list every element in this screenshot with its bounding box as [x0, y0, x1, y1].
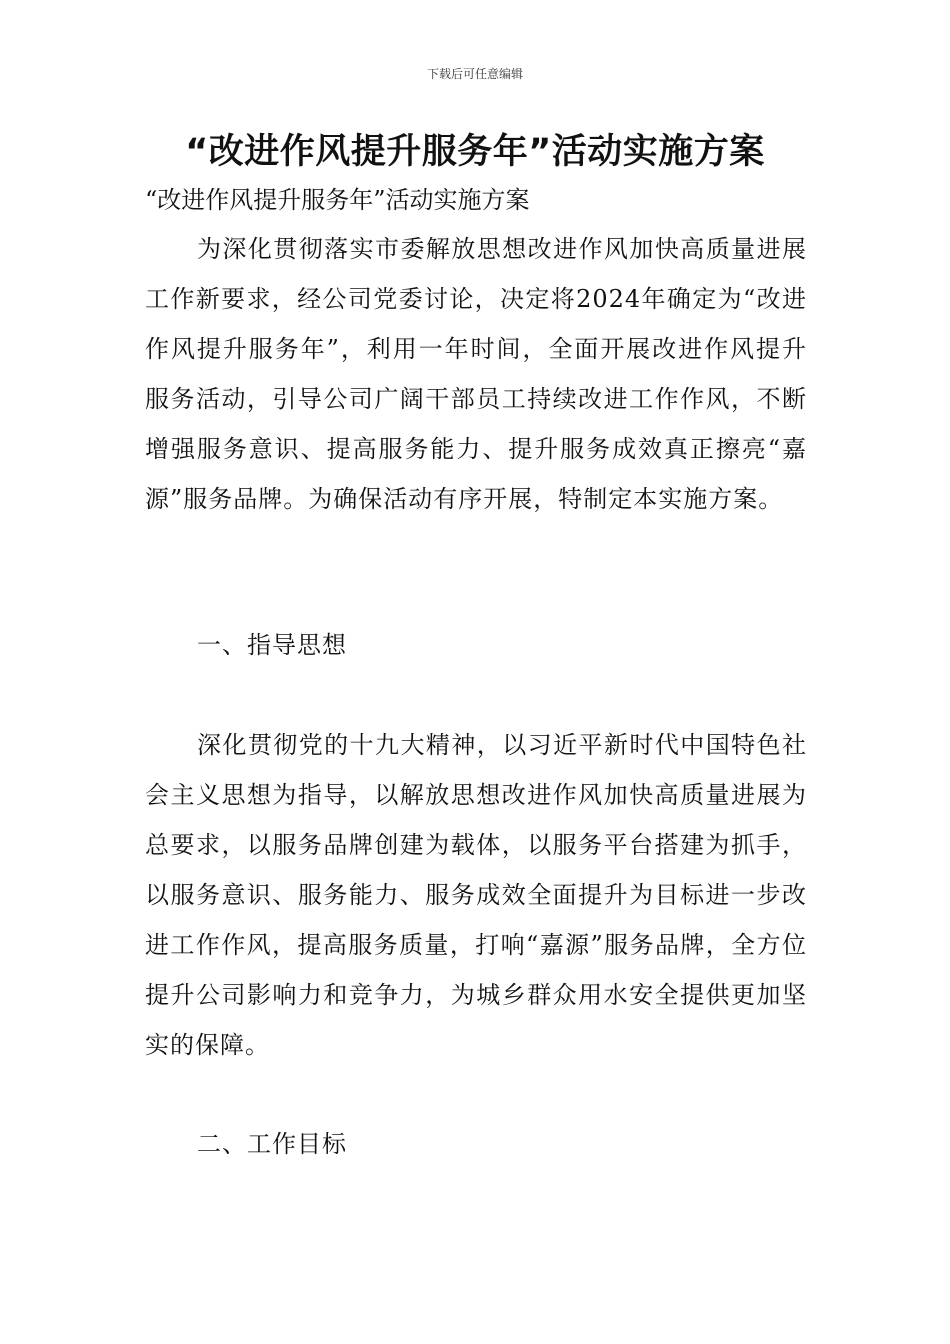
document-title: “改进作风提升服务年”活动实施方案 [185, 132, 765, 172]
section-heading-guiding-ideology: 一、指导思想 [197, 631, 347, 659]
section-heading-work-goals: 二、工作目标 [197, 1130, 347, 1158]
header-note: 下载后可任意编辑 [426, 67, 523, 81]
guiding-ideology-paragraph: 深化贯彻党的十九大精神，以习近平新时代中国特色社会主义思想为指导，以解放思想改进作风加快高质量进展为总要求，以服务品牌创建为载体，以服务平台搭建为抓手，以服务意识、服务能力、服务成效全面提升为目标进一步改进工作作风，提高服务质量，打响“嘉源”服务品牌，全方位提升公司影响力和竞争力，为城乡群众用水安全提供更加坚实的保障。 [145, 731, 807, 1059]
document-subtitle: “改进作风提升服务年”活动实施方案 [145, 186, 530, 214]
intro-paragraph: 为深化贯彻落实市委解放思想改进作风加快高质量进展工作新要求，经公司党委讨论，决定将2024年确定为“改进作风提升服务年”，利用一年时间，全面开展改进作风提升服务活动，引导公司广阔干部员工持续改进工作作风，不断增强服务意识、提高服务能力、提升服务成效真正擦亮“嘉源”服务品牌。为确保活动有序开展，特制定本实施方案。 [145, 235, 807, 513]
